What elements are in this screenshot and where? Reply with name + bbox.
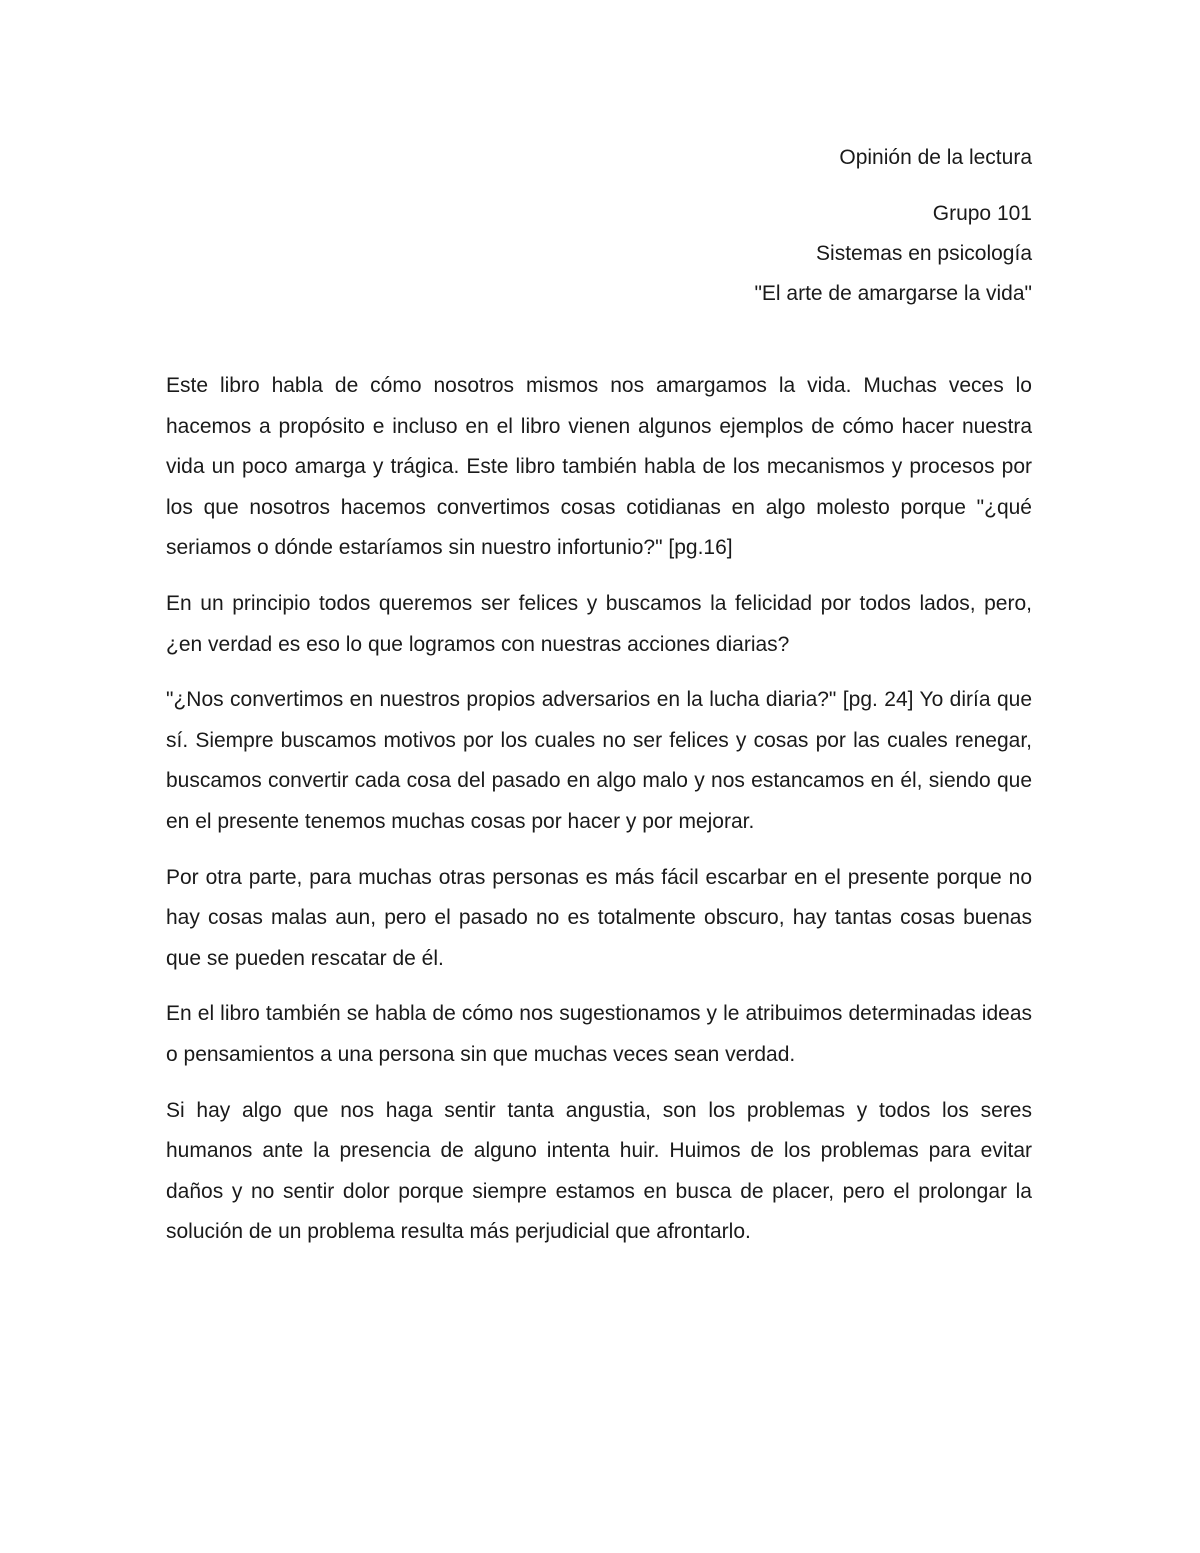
document-header <box>754 138 1032 314</box>
document-body <box>166 366 1032 1268</box>
paragraph: En el libro también se habla de cómo nos sugestionamos y le atribuimos determinadas ideas o pensamientos a una persona sin que muchas veces sean verdad. <box>166 1002 1032 1066</box>
book-title: "El arte de amargarse la vida" <box>754 282 1032 305</box>
paragraph: Si hay algo que nos haga sentir tanta angustia, son los problemas y todos los seres humanos ante la presencia de alguno intenta huir. Huimos de los problemas para evitar daños y no sentir dolor porque siempre estamos en busca de placer, pero el prolongar la solución de un problema resulta más perjudicial que afrontarlo. <box>166 1098 1032 1244</box>
document-title: Opinión de la lectura <box>839 146 1032 169</box>
paragraph: En un principio todos queremos ser felices y buscamos la felicidad por todos lados, pero, ¿en verdad es eso lo que logramos con nuestras acciones diarias? <box>166 591 1032 656</box>
paragraph: Este libro habla de cómo nosotros mismos nos amargamos la vida. Muchas veces lo hacemos a propósito e incluso en el libro vienen algunos ejemplos de cómo hacer nuestra vida un poco amarga y trágica. Este libro también habla de los mecanismos y procesos por los que nosotros hacemos convertimos cosas cotidianas en algo molesto porque "¿qué seriamos o dónde estaríamos sin nuestro infortunio?" [pg.16] <box>166 374 1032 560</box>
paragraph: Por otra parte, para muchas otras personas es más fácil escarbar en el presente porque no hay cosas malas aun, pero el pasado no es totalmente obscuro, hay tantas cosas buenas que se pueden rescatar de él. <box>166 865 1032 970</box>
paragraph: "¿Nos convertimos en nuestros propios adversarios en la lucha diaria?" [pg. 24] Yo diría que sí. Siempre buscamos motivos por los cuales no ser felices y cosas por las cuales renegar, buscamos convertir cada cosa del pasado en algo malo y nos estancamos en él, siendo que en el presente tenemos muchas cosas por hacer y por mejorar. <box>166 688 1032 833</box>
group-label: Grupo 101 <box>932 202 1032 225</box>
course-label: Sistemas en psicología <box>816 242 1032 265</box>
